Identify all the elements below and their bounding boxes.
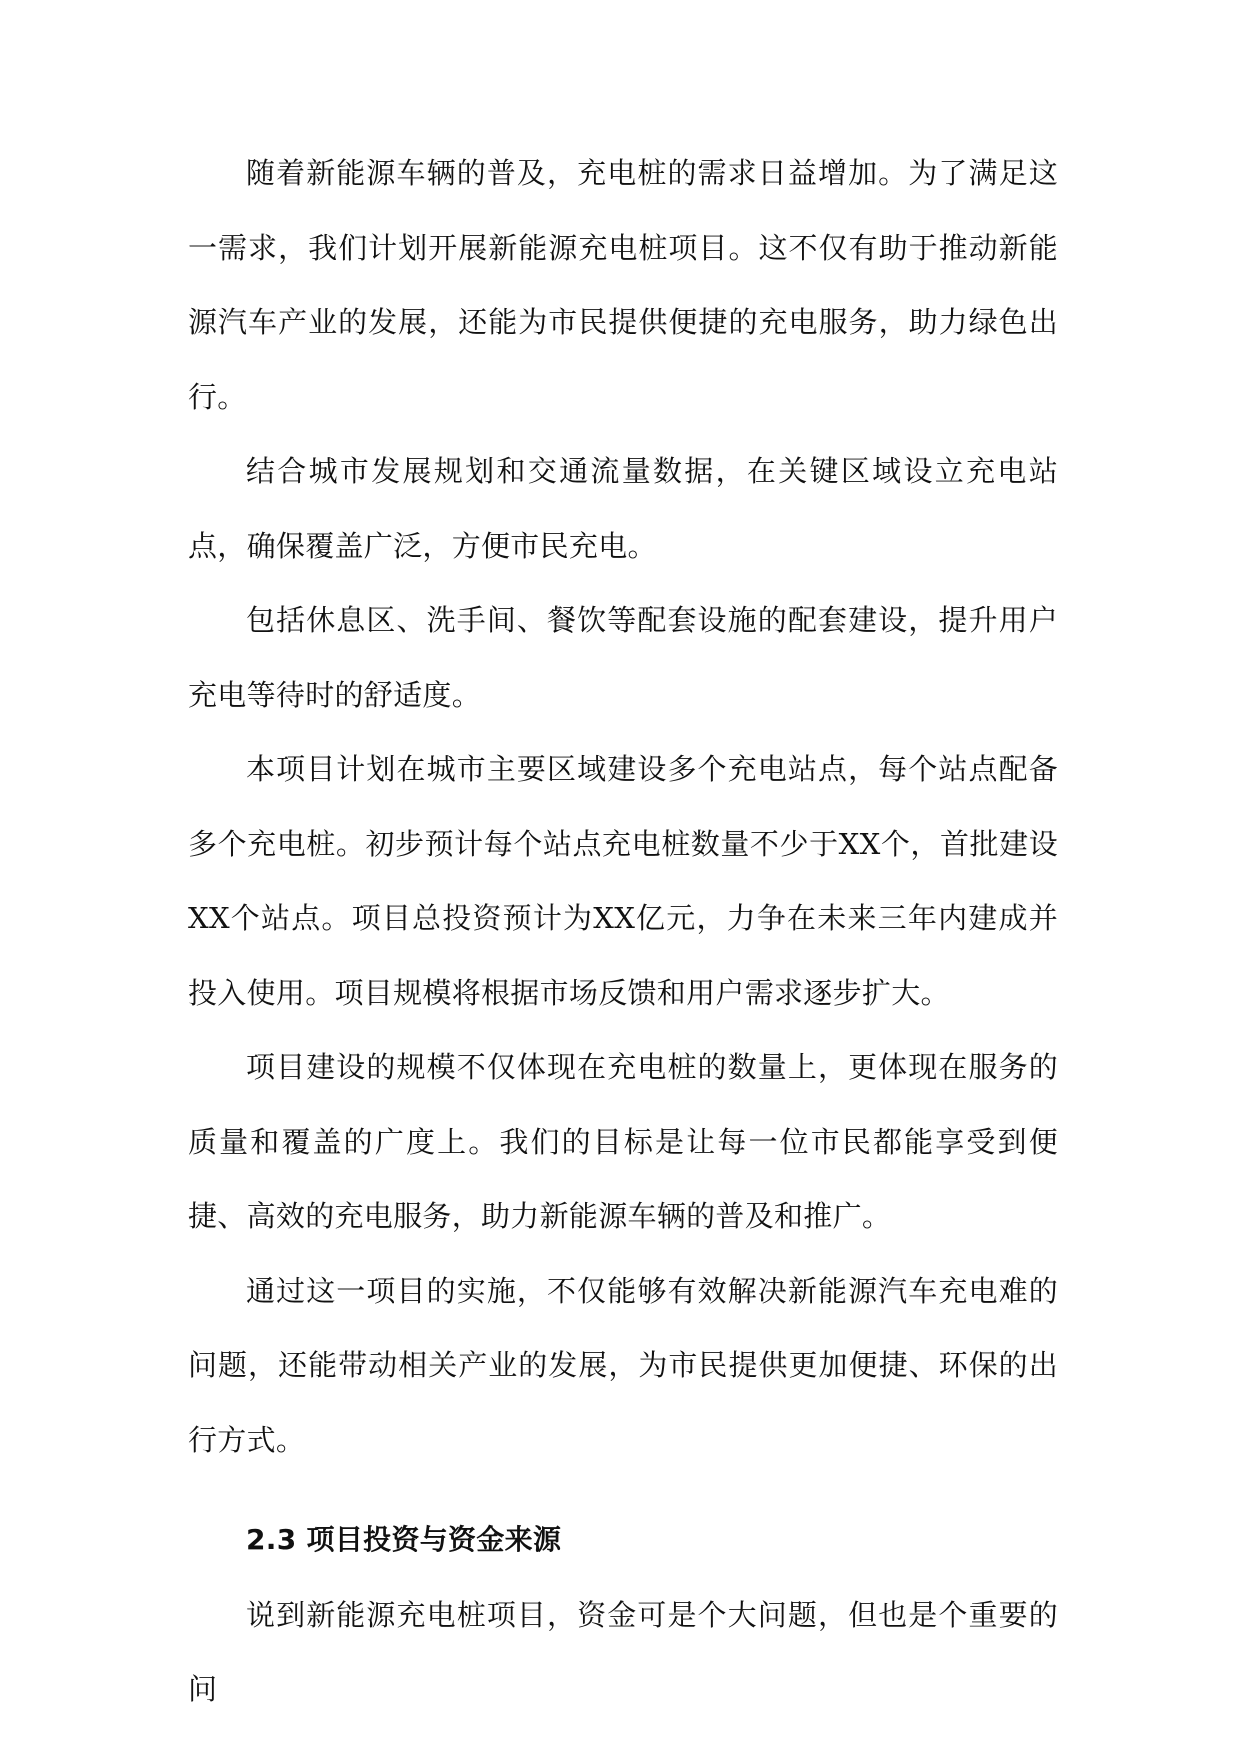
paragraph-1: 随着新能源车辆的普及，充电桩的需求日益增加。为了满足这一需求，我们计划开展新能源充电桩项目。这不仅有助于推动新能源汽车产业的发展，还能为市民提供便捷的充电服务，助力绿色出行。 xyxy=(188,156,1058,414)
paragraph-4: 本项目计划在城市主要区域建设多个充电站点，每个站点配备多个充电桩。初步预计每个站点充电桩数量不少于XX个，首批建设XX个站点。项目总投资预计为XX亿元，力争在未来三年内建成并投入使用。项目规模将根据市场反馈和用户需求逐步扩大。 xyxy=(188,752,1058,1010)
document-body xyxy=(188,136,1058,1727)
paragraph-7: 说到新能源充电桩项目，资金可是个大问题，但也是个重要的问 xyxy=(188,1597,1058,1706)
paragraph-6: 通过这一项目的实施，不仅能够有效解决新能源汽车充电难的问题，还能带动相关产业的发展，为市民提供更加便捷、环保的出行方式。 xyxy=(188,1273,1058,1457)
paragraph-2: 结合城市发展规划和交通流量数据，在关键区域设立充电站点，确保覆盖广泛，方便市民充电。 xyxy=(188,454,1058,563)
paragraph-3: 包括休息区、洗手间、餐饮等配套设施的配套建设，提升用户充电等待时的舒适度。 xyxy=(188,603,1058,712)
section-heading: 2.3 项目投资与资金来源 xyxy=(246,1523,562,1556)
paragraph-5: 项目建设的规模不仅体现在充电桩的数量上，更体现在服务的质量和覆盖的广度上。我们的目标是让每一位市民都能享受到便捷、高效的充电服务，助力新能源车辆的普及和推广。 xyxy=(188,1050,1058,1233)
